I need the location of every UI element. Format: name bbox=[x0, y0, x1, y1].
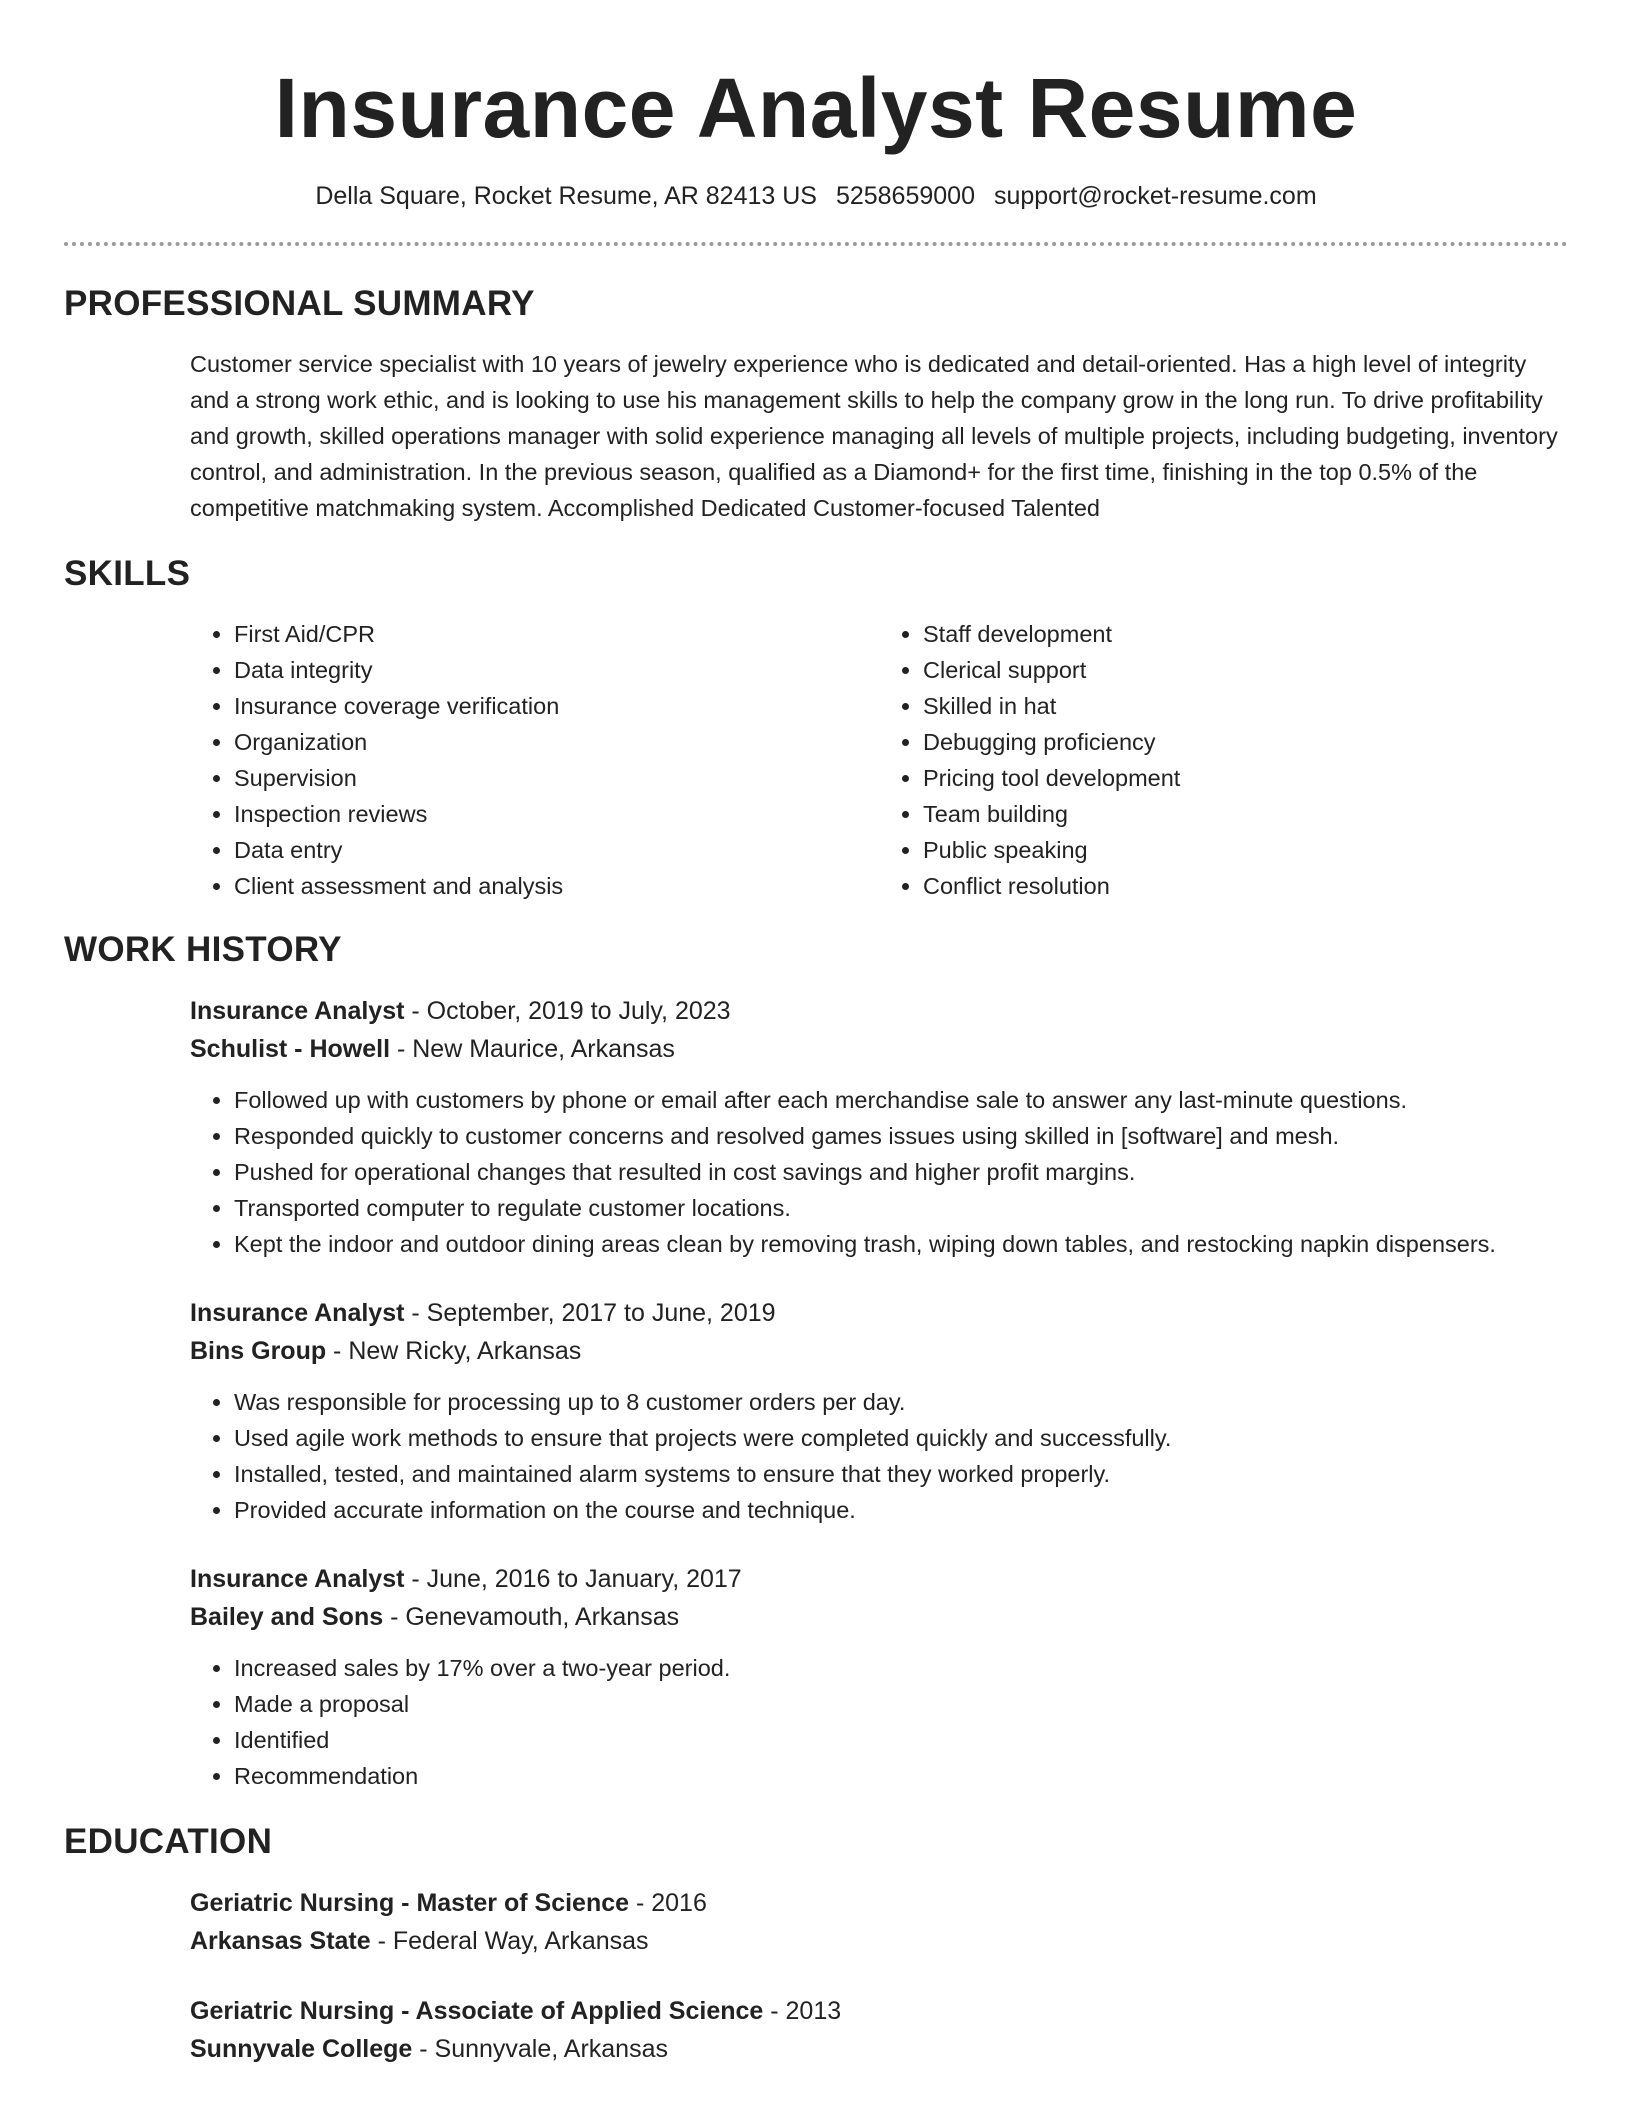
education-school: Sunnyvale College bbox=[190, 2035, 413, 2063]
job-bullet: • Was responsible for processing up to 8 customer orders per day. bbox=[234, 1384, 1568, 1420]
job-bullet: • Provided accurate information on the course and technique. bbox=[234, 1492, 1568, 1528]
skill-item: • Clerical support bbox=[923, 652, 1568, 688]
job-location: - New Maurice, Arkansas bbox=[390, 1035, 675, 1063]
job-dates: - September, 2017 to June, 2019 bbox=[404, 1299, 776, 1327]
job-dates: - October, 2019 to July, 2023 bbox=[404, 997, 731, 1025]
job-bullet: • Transported computer to regulate customer locations. bbox=[234, 1190, 1568, 1226]
education-section bbox=[64, 1820, 1568, 2068]
job-bullet: • Increased sales by 17% over a two-year period. bbox=[234, 1650, 1568, 1686]
job-location: - New Ricky, Arkansas bbox=[326, 1337, 582, 1365]
job-entry bbox=[190, 1294, 1568, 1528]
job-company-line bbox=[190, 1030, 1568, 1068]
job-bullets bbox=[190, 1384, 1568, 1528]
education-heading: EDUCATION bbox=[64, 1822, 273, 1861]
job-bullets bbox=[190, 1650, 1568, 1794]
job-bullet: • Responded quickly to customer concerns and resolved games issues using skilled in [software] and mesh. bbox=[234, 1118, 1568, 1154]
skill-item: • Pricing tool development bbox=[923, 760, 1568, 796]
contact-email: support@rocket-resume.com bbox=[993, 182, 1317, 210]
job-entry bbox=[190, 1560, 1568, 1794]
job-company-line bbox=[190, 1332, 1568, 1370]
education-degree: Geriatric Nursing - Master of Science bbox=[190, 1889, 630, 1917]
skills-list-right bbox=[879, 616, 1568, 904]
skills-heading: SKILLS bbox=[64, 554, 191, 593]
summary-text: Customer service specialist with 10 years of jewelry experience who is dedicated and detail-oriented. Has a high level of integrity and a strong work ethic, and is looking to use his management skills to help the company grow in the long run. To drive profitability and growth, skilled operations manager with solid experience managing all levels of multiple projects, including budgeting, inventory control, and administration. In the previous season, qualified as a Diamond+ for the first time, finishing in the top 0.5% of the competitive matchmaking system. Accomplished Dedicated Customer-focused Talented bbox=[190, 351, 1558, 521]
education-entry bbox=[190, 1884, 1568, 1960]
education-location: - Federal Way, Arkansas bbox=[370, 1927, 649, 1955]
education-degree: Geriatric Nursing - Associate of Applied Science bbox=[190, 1997, 764, 2025]
education-school-line bbox=[190, 1922, 1568, 1960]
work-history-heading: WORK HISTORY bbox=[64, 930, 342, 969]
job-bullet: • Followed up with customers by phone or email after each merchandise sale to answer any last-minute questions. bbox=[234, 1082, 1568, 1118]
education-degree-line bbox=[190, 1884, 1568, 1922]
job-title: Insurance Analyst bbox=[190, 1565, 405, 1593]
job-bullet: • Pushed for operational changes that resulted in cost savings and higher profit margins. bbox=[234, 1154, 1568, 1190]
job-bullet: • Used agile work methods to ensure that projects were completed quickly and successfully. bbox=[234, 1420, 1568, 1456]
job-bullet: • Identified bbox=[234, 1722, 1568, 1758]
skill-item: • Public speaking bbox=[923, 832, 1568, 868]
job-bullet: • Kept the indoor and outdoor dining areas clean by removing trash, wiping down tables, and restocking napkin dispensers. bbox=[234, 1226, 1568, 1262]
skill-item: • First Aid/CPR bbox=[234, 616, 879, 652]
skill-item: • Client assessment and analysis bbox=[234, 868, 879, 904]
skill-item: • Data integrity bbox=[234, 652, 879, 688]
job-company: Bailey and Sons bbox=[190, 1603, 384, 1631]
education-year: - 2013 bbox=[763, 1997, 842, 2025]
summary-section bbox=[64, 282, 1568, 526]
job-company: Schulist - Howell bbox=[190, 1035, 391, 1063]
skill-item: • Inspection reviews bbox=[234, 796, 879, 832]
contact-phone: 5258659000 bbox=[835, 182, 975, 210]
skill-item: • Staff development bbox=[923, 616, 1568, 652]
work-history-section bbox=[64, 928, 1568, 1794]
education-location: - Sunnyvale, Arkansas bbox=[412, 2035, 668, 2063]
skills-list-left bbox=[190, 616, 879, 904]
skill-item: • Skilled in hat bbox=[923, 688, 1568, 724]
job-dates: - June, 2016 to January, 2017 bbox=[404, 1565, 742, 1593]
skill-item: • Supervision bbox=[234, 760, 879, 796]
job-company: Bins Group bbox=[190, 1337, 327, 1365]
header-divider bbox=[64, 242, 1568, 246]
education-entry bbox=[190, 1992, 1568, 2068]
education-year: - 2016 bbox=[629, 1889, 707, 1917]
skills-section bbox=[64, 552, 1568, 904]
job-bullet: • Made a proposal bbox=[234, 1686, 1568, 1722]
job-title: Insurance Analyst bbox=[190, 997, 405, 1025]
skill-item: • Insurance coverage verification bbox=[234, 688, 879, 724]
skill-item: • Debugging proficiency bbox=[923, 724, 1568, 760]
skill-item: • Organization bbox=[234, 724, 879, 760]
job-company-line bbox=[190, 1598, 1568, 1636]
job-title: Insurance Analyst bbox=[190, 1299, 405, 1327]
skill-item: • Conflict resolution bbox=[923, 868, 1568, 904]
education-degree-line bbox=[190, 1992, 1568, 2030]
job-title-line bbox=[190, 1294, 1568, 1332]
education-school-line bbox=[190, 2030, 1568, 2068]
resume-page bbox=[64, 0, 1568, 2068]
contact-address: Della Square, Rocket Resume, AR 82413 US bbox=[315, 182, 817, 210]
job-bullets bbox=[190, 1082, 1568, 1262]
skill-item: • Team building bbox=[923, 796, 1568, 832]
job-bullet: • Recommendation bbox=[234, 1758, 1568, 1794]
job-title-line bbox=[190, 1560, 1568, 1598]
job-location: - Genevamouth, Arkansas bbox=[383, 1603, 680, 1631]
resume-title: Insurance Analyst Resume bbox=[274, 61, 1358, 155]
contact-line bbox=[64, 180, 1568, 212]
job-bullet: • Installed, tested, and maintained alarm systems to ensure that they worked properly. bbox=[234, 1456, 1568, 1492]
skills-grid bbox=[190, 616, 1568, 904]
skill-item: • Data entry bbox=[234, 832, 879, 868]
education-school: Arkansas State bbox=[190, 1927, 371, 1955]
summary-heading: PROFESSIONAL SUMMARY bbox=[64, 284, 535, 323]
job-entry bbox=[190, 992, 1568, 1262]
job-title-line bbox=[190, 992, 1568, 1030]
